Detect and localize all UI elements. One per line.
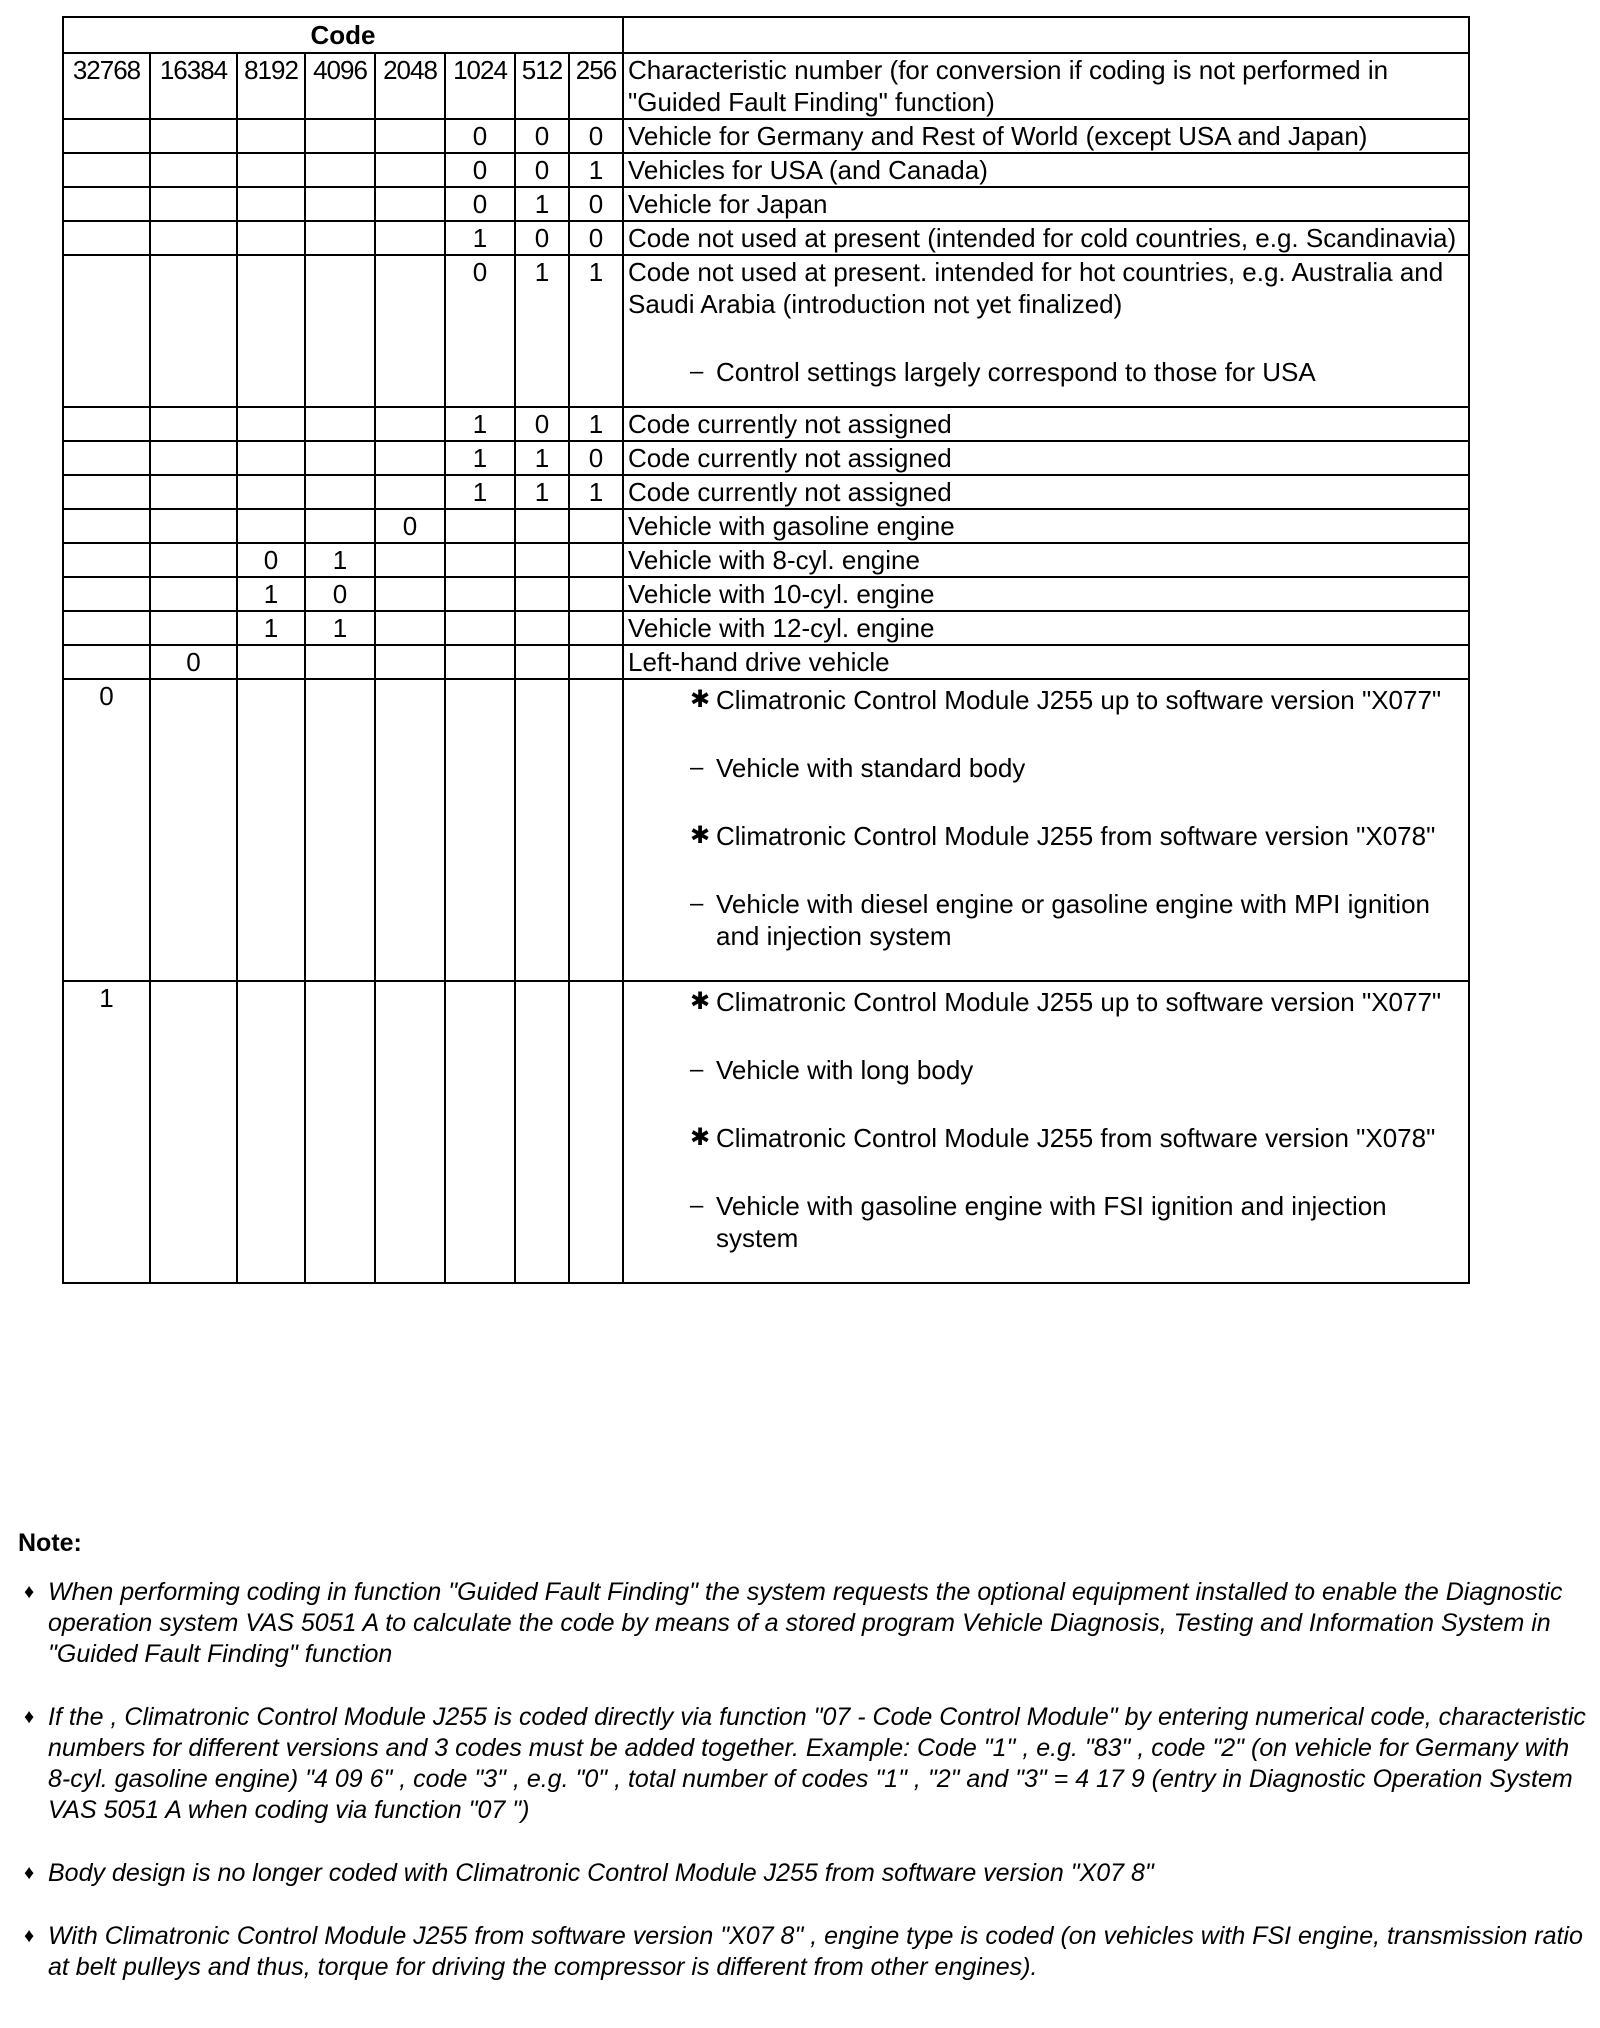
sub-item-text: Control settings largely correspond to those for USA xyxy=(716,357,1316,387)
note-item xyxy=(18,1577,1588,1670)
sub-item-text: Climatronic Control Module J255 from software version "X078" xyxy=(716,1123,1436,1153)
table-row xyxy=(63,119,1469,153)
bit-header-row xyxy=(63,53,1469,119)
bit-cell: 0 xyxy=(515,153,569,187)
bit-cell xyxy=(237,475,305,509)
description-cell xyxy=(623,611,1469,645)
bit-cell: 0 xyxy=(305,577,375,611)
description-cell xyxy=(623,509,1469,543)
diamond-bullet-icon: ♦ xyxy=(24,1862,35,1884)
sub-item-text: Climatronic Control Module J255 up to software version "X077" xyxy=(716,987,1442,1017)
dash-icon: – xyxy=(690,754,704,781)
sub-item xyxy=(628,888,1464,952)
bit-cell xyxy=(150,221,237,255)
sub-item-text: Vehicle with long body xyxy=(716,1055,974,1085)
description-cell xyxy=(623,119,1469,153)
asterisk-icon: ✱ xyxy=(690,822,711,849)
bit-cell: 1 xyxy=(237,577,305,611)
bit-cell xyxy=(237,679,305,981)
description-text: Vehicle for Japan xyxy=(628,189,828,219)
bit-cell xyxy=(237,509,305,543)
bit-cell xyxy=(515,577,569,611)
bit-cell xyxy=(63,255,150,407)
bit-cell xyxy=(63,187,150,221)
description-text: Vehicle with 8-cyl. engine xyxy=(628,545,920,575)
bit-cell xyxy=(63,407,150,441)
bit-cell xyxy=(150,255,237,407)
code-header-row xyxy=(63,17,1469,53)
bit-cell: 0 xyxy=(445,187,515,221)
bit-cell xyxy=(515,543,569,577)
bit-cell xyxy=(150,509,237,543)
bit-cell xyxy=(63,543,150,577)
bit-cell xyxy=(569,543,623,577)
description-cell xyxy=(623,543,1469,577)
bit-cell xyxy=(375,187,445,221)
description-text: Left-hand drive vehicle xyxy=(628,647,890,677)
table-row xyxy=(63,981,1469,1283)
bit-cell xyxy=(375,543,445,577)
bit-cell xyxy=(63,119,150,153)
table-row xyxy=(63,543,1469,577)
bit-cell xyxy=(63,577,150,611)
bit-cell xyxy=(375,577,445,611)
bit-cell: 0 xyxy=(515,119,569,153)
bit-cell xyxy=(150,611,237,645)
bit-cell xyxy=(305,187,375,221)
sub-item-text: Vehicle with gasoline engine with FSI ignition and injection system xyxy=(716,1191,1387,1253)
description-cell xyxy=(623,441,1469,475)
description-cell xyxy=(623,153,1469,187)
bit-cell: 0 xyxy=(150,645,237,679)
bit-cell: 0 xyxy=(445,153,515,187)
bit-cell xyxy=(445,577,515,611)
bit-cell xyxy=(375,153,445,187)
sub-item-text: Climatronic Control Module J255 up to software version "X077" xyxy=(716,685,1442,715)
bit-cell xyxy=(569,577,623,611)
bit-header-256: 256 xyxy=(569,53,623,119)
bit-cell xyxy=(375,611,445,645)
bit-header-8192: 8192 xyxy=(237,53,305,119)
table-row xyxy=(63,509,1469,543)
bit-cell: 0 xyxy=(569,187,623,221)
description-text: Vehicle with 10-cyl. engine xyxy=(628,579,935,609)
table-row xyxy=(63,577,1469,611)
table-row xyxy=(63,645,1469,679)
bit-cell xyxy=(305,407,375,441)
bit-cell xyxy=(150,153,237,187)
bit-cell xyxy=(150,577,237,611)
bit-header-1024: 1024 xyxy=(445,53,515,119)
bit-cell: 1 xyxy=(237,611,305,645)
sub-item-text: Vehicle with standard body xyxy=(716,753,1026,783)
bit-cell xyxy=(445,611,515,645)
note-section xyxy=(18,1528,1588,2015)
bit-cell xyxy=(445,679,515,981)
bit-header-16384: 16384 xyxy=(150,53,237,119)
bit-cell xyxy=(63,153,150,187)
description-text: Code currently not assigned xyxy=(628,409,952,439)
sub-item xyxy=(628,820,1464,852)
bit-cell xyxy=(569,509,623,543)
dash-icon: – xyxy=(690,1056,704,1083)
bit-cell xyxy=(569,611,623,645)
description-text: Vehicle with gasoline engine xyxy=(628,511,955,541)
bit-cell: 1 xyxy=(445,407,515,441)
bit-cell xyxy=(569,645,623,679)
sub-item xyxy=(628,986,1464,1018)
description-cell xyxy=(623,221,1469,255)
bit-cell: 1 xyxy=(305,543,375,577)
note-text: With Climatronic Control Module J255 from software version "X07 8" , engine type is coded (on vehicles with FSI engine, transmission ratio at belt pulleys and thus, torque for driving the compressor is different from other engines). xyxy=(48,1922,1583,1981)
note-item xyxy=(18,1702,1588,1826)
bit-cell xyxy=(445,543,515,577)
bit-cell xyxy=(375,441,445,475)
description-text: Code currently not assigned xyxy=(628,443,952,473)
sub-item xyxy=(628,752,1464,784)
dash-icon: – xyxy=(690,1192,704,1219)
sub-item xyxy=(628,1190,1464,1254)
bit-cell: 1 xyxy=(569,255,623,407)
bit-cell xyxy=(375,645,445,679)
table-row xyxy=(63,407,1469,441)
bit-cell: 1 xyxy=(63,981,150,1283)
bit-cell xyxy=(305,679,375,981)
description-text: Code not used at present (intended for cold countries, e.g. Scandinavia) xyxy=(628,223,1457,253)
dash-icon: – xyxy=(690,890,704,917)
bit-cell xyxy=(150,119,237,153)
description-cell xyxy=(623,981,1469,1283)
bit-cell: 1 xyxy=(445,475,515,509)
description-text: Vehicle for Germany and Rest of World (except USA and Japan) xyxy=(628,121,1368,151)
bit-cell xyxy=(150,679,237,981)
table-row xyxy=(63,153,1469,187)
bit-cell xyxy=(375,407,445,441)
table-row xyxy=(63,679,1469,981)
description-cell xyxy=(623,475,1469,509)
bit-cell xyxy=(515,611,569,645)
bit-cell: 0 xyxy=(569,221,623,255)
bit-cell: 0 xyxy=(63,679,150,981)
bit-cell: 0 xyxy=(237,543,305,577)
note-item xyxy=(18,1921,1588,1983)
bit-header-512: 512 xyxy=(515,53,569,119)
table-row xyxy=(63,187,1469,221)
bit-cell xyxy=(237,153,305,187)
note-text: When performing coding in function "Guided Fault Finding" the system requests the optional equipment installed to enable the Diagnostic operation system VAS 5051 A to calculate the code by means of a stored program Vehicle Diagnosis, Testing and Information System in "Guided Fault Finding" function xyxy=(48,1578,1563,1668)
bit-cell: 0 xyxy=(445,255,515,407)
diamond-bullet-icon: ♦ xyxy=(24,1581,35,1603)
diamond-bullet-icon: ♦ xyxy=(24,1706,35,1728)
asterisk-icon: ✱ xyxy=(690,988,711,1015)
bit-cell: 0 xyxy=(515,407,569,441)
desc-header-blank xyxy=(623,17,1469,53)
bit-cell: 1 xyxy=(445,221,515,255)
bit-cell xyxy=(515,645,569,679)
bit-cell xyxy=(150,407,237,441)
bit-cell: 1 xyxy=(569,475,623,509)
bit-cell xyxy=(569,981,623,1283)
description-text: Code not used at present. intended for hot countries, e.g. Australia and Saudi Arabia (introduction not yet finalized) xyxy=(628,257,1444,319)
bit-cell xyxy=(63,645,150,679)
bit-cell xyxy=(63,611,150,645)
table-row xyxy=(63,221,1469,255)
bit-cell xyxy=(150,187,237,221)
bit-cell xyxy=(63,475,150,509)
bit-cell xyxy=(305,645,375,679)
bit-cell xyxy=(305,153,375,187)
description-cell xyxy=(623,679,1469,981)
bit-cell: 1 xyxy=(569,153,623,187)
bit-cell xyxy=(445,981,515,1283)
asterisk-icon: ✱ xyxy=(690,1124,711,1151)
bit-cell xyxy=(375,981,445,1283)
bit-cell xyxy=(237,981,305,1283)
description-cell xyxy=(623,577,1469,611)
bit-cell xyxy=(150,543,237,577)
bit-cell xyxy=(375,255,445,407)
bit-cell: 1 xyxy=(569,407,623,441)
bit-cell: 0 xyxy=(515,221,569,255)
description-cell xyxy=(623,645,1469,679)
bit-cell: 1 xyxy=(515,441,569,475)
table-row xyxy=(63,611,1469,645)
bit-cell xyxy=(305,221,375,255)
bit-cell xyxy=(150,441,237,475)
sub-item xyxy=(628,356,1464,388)
bit-cell: 1 xyxy=(305,611,375,645)
bit-cell: 0 xyxy=(569,119,623,153)
bit-cell: 1 xyxy=(515,255,569,407)
bit-cell xyxy=(237,119,305,153)
bit-cell xyxy=(375,221,445,255)
sub-item xyxy=(628,684,1464,716)
coding-table xyxy=(62,16,1470,1284)
bit-cell: 1 xyxy=(515,475,569,509)
bit-cell xyxy=(63,221,150,255)
bit-cell xyxy=(445,509,515,543)
bit-cell xyxy=(445,645,515,679)
bit-header-2048: 2048 xyxy=(375,53,445,119)
bit-cell xyxy=(150,475,237,509)
characteristic-number-header: Characteristic number (for conversion if coding is not performed in "Guided Fault Finding" function) xyxy=(623,53,1469,119)
bit-cell: 0 xyxy=(375,509,445,543)
bit-header-32768: 32768 xyxy=(63,53,150,119)
bit-cell xyxy=(237,441,305,475)
asterisk-icon: ✱ xyxy=(690,686,711,713)
bit-cell xyxy=(63,441,150,475)
bit-cell xyxy=(305,255,375,407)
bit-cell xyxy=(375,119,445,153)
bit-header-4096: 4096 xyxy=(305,53,375,119)
note-title: Note: xyxy=(18,1529,82,1557)
table-row xyxy=(63,441,1469,475)
bit-cell xyxy=(237,407,305,441)
description-text: Vehicles for USA (and Canada) xyxy=(628,155,988,185)
bit-cell xyxy=(515,509,569,543)
table-row xyxy=(63,255,1469,407)
bit-cell xyxy=(237,645,305,679)
description-cell xyxy=(623,255,1469,407)
bit-cell xyxy=(63,509,150,543)
bit-cell xyxy=(305,119,375,153)
code-header: Code xyxy=(63,17,623,53)
description-text: Code currently not assigned xyxy=(628,477,952,507)
bit-cell xyxy=(515,679,569,981)
bit-cell xyxy=(515,981,569,1283)
bit-cell xyxy=(237,221,305,255)
bit-cell xyxy=(150,981,237,1283)
bit-cell xyxy=(375,679,445,981)
bit-cell: 1 xyxy=(515,187,569,221)
dash-icon: – xyxy=(690,358,704,385)
note-item xyxy=(18,1858,1588,1889)
bit-cell xyxy=(305,475,375,509)
table-row xyxy=(63,475,1469,509)
bit-cell: 0 xyxy=(445,119,515,153)
description-text: Vehicle with 12-cyl. engine xyxy=(628,613,935,643)
note-text: If the , Climatronic Control Module J255 is coded directly via function "07 - Code Control Module" by entering numerical code, characteristic numbers for different versions and 3 codes must be added together. Example: Code "1" , e.g. "83" , code "2" (on vehicle for Germany with 8-cyl. gasoline engine) "4 09 6" , code "3" , e.g. "0" , total number of codes "1" , "2" and "3" = 4 17 9 (entry in Diagnostic Operation System VAS 5051 A when coding via function "07 ") xyxy=(48,1703,1586,1824)
sub-item-text: Climatronic Control Module J255 from software version "X078" xyxy=(716,821,1436,851)
bit-cell xyxy=(375,475,445,509)
sub-item xyxy=(628,1122,1464,1154)
sub-item-text: Vehicle with diesel engine or gasoline engine with MPI ignition and injection system xyxy=(716,889,1430,951)
description-cell xyxy=(623,187,1469,221)
bit-cell xyxy=(569,679,623,981)
note-text: Body design is no longer coded with Climatronic Control Module J255 from software version "X07 8" xyxy=(48,1859,1154,1887)
bit-cell xyxy=(305,509,375,543)
bit-cell xyxy=(305,981,375,1283)
bit-cell: 0 xyxy=(569,441,623,475)
bit-cell xyxy=(305,441,375,475)
diamond-bullet-icon: ♦ xyxy=(24,1925,35,1947)
bit-cell: 1 xyxy=(445,441,515,475)
bit-cell xyxy=(237,187,305,221)
sub-item xyxy=(628,1054,1464,1086)
description-cell xyxy=(623,407,1469,441)
bit-cell xyxy=(237,255,305,407)
